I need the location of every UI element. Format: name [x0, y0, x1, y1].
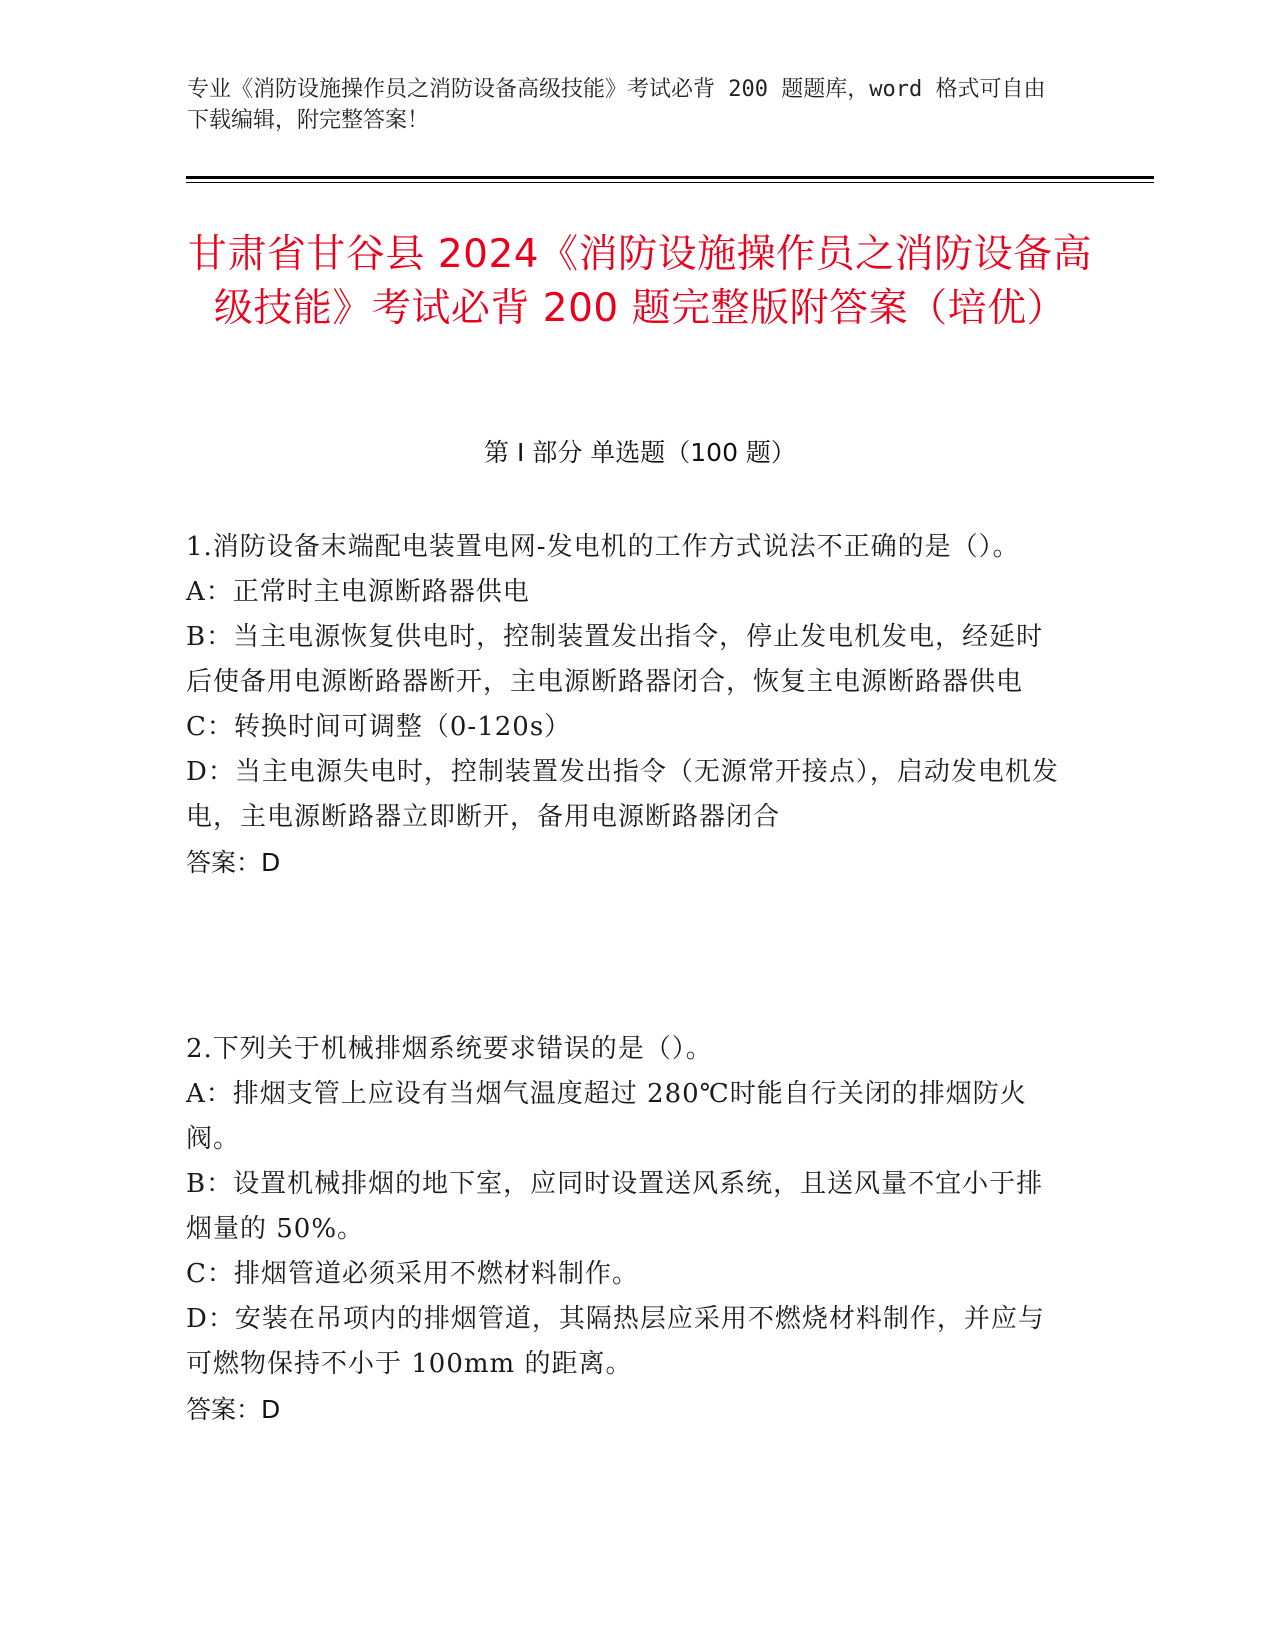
question-stem: 2.下列关于机械排烟系统要求错误的是（）。 [186, 1034, 713, 1064]
option-a: A：排烟支管上应设有当烟气温度超过 280℃时能自行关闭的排烟防火阀。 [186, 1079, 1027, 1154]
option-b: B：当主电源恢复供电时，控制装置发出指令，停止发电机发电，经延时后使备用电源断路器断开，主电源断路器闭合，恢复主电源断路器供电 [186, 622, 1044, 697]
question-stem: 1.消防设备末端配电装置电网-发电机的工作方式说法不正确的是（）。 [186, 532, 1020, 562]
option-c: C：转换时间可调整（0-120s） [186, 712, 572, 742]
option-d: D：当主电源失电时，控制装置发出指令（无源常开接点），启动发电机发电，主电源断路器立即断开，备用电源断路器闭合 [186, 757, 1059, 832]
question-block [186, 1027, 1066, 1432]
header-divider-thick [186, 176, 1154, 179]
header-divider-thin [186, 182, 1154, 183]
option-b: B：设置机械排烟的地下室，应同时设置送风系统，且送风量不宜小于排烟量的 50%。 [186, 1169, 1044, 1244]
question-block [186, 525, 1066, 885]
answer-line: 答案：D [186, 848, 281, 877]
answer-line: 答案：D [186, 1395, 281, 1424]
document-title: 甘肃省甘谷县 2024《消防设施操作员之消防设备高级技能》考试必背 200 题完整版附答案（培优） [187, 232, 1093, 331]
header-note: 专业《消防设施操作员之消防设备高级技能》考试必背 200 题题库，word 格式可自由下载编辑，附完整答案！ [187, 77, 1046, 133]
option-a: A：正常时主电源断路器供电 [186, 577, 530, 607]
option-c: C：排烟管道必须采用不燃材料制作。 [186, 1259, 639, 1289]
option-d: D：安装在吊项内的排烟管道，其隔热层应采用不燃烧材料制作，并应与可燃物保持不小于 100mm 的距离。 [186, 1304, 1045, 1379]
section-title: 第 I 部分 单选题（100 题） [484, 438, 796, 467]
